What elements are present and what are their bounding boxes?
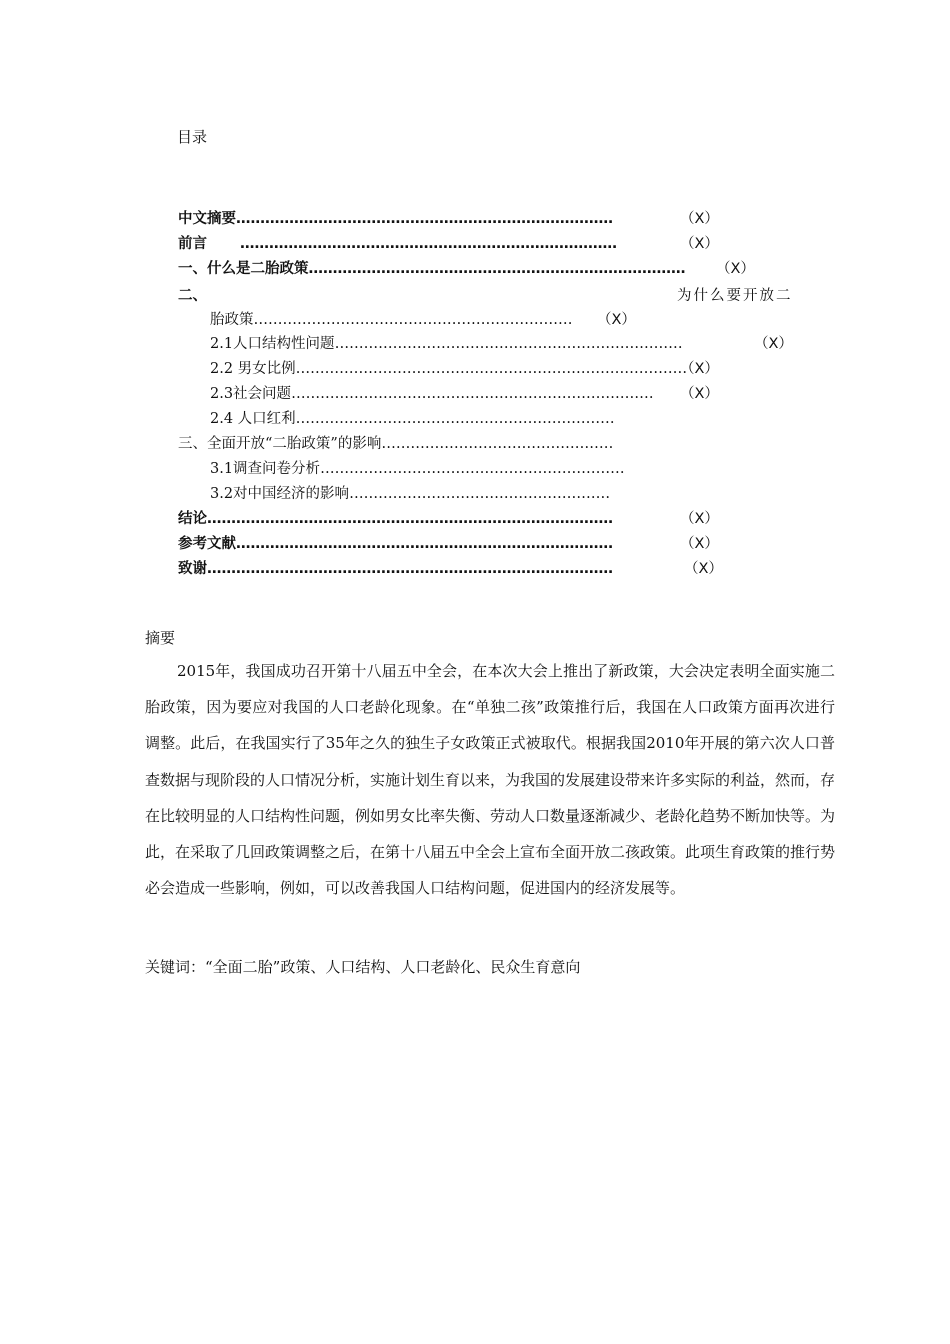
toc-item bbox=[178, 259, 686, 279]
toc-item bbox=[178, 209, 613, 229]
toc-item-dots: ……………………………………………………………… bbox=[334, 336, 683, 352]
toc-item bbox=[210, 359, 687, 379]
toc-item-dots: ………………………………………… bbox=[381, 436, 614, 452]
toc-item-tail: 为什么要开放二 bbox=[677, 288, 793, 304]
toc-item-label: 中文摘要 bbox=[178, 211, 236, 227]
toc-item-dots: ……………………………………………………… bbox=[320, 461, 625, 477]
toc-item bbox=[210, 334, 683, 354]
toc-item bbox=[178, 286, 207, 306]
toc-item-page: （X） bbox=[680, 211, 719, 227]
toc-item-dots: ……………………………………………………………………… bbox=[295, 361, 688, 377]
toc-item-label: 前言 bbox=[178, 236, 207, 252]
toc-item bbox=[210, 484, 610, 504]
toc-item-label: 3.1调查问卷分析 bbox=[210, 461, 321, 477]
toc-item bbox=[178, 509, 613, 529]
toc-item-dots: …………………………………………………………………… bbox=[240, 236, 617, 252]
toc-item-page: （X） bbox=[680, 236, 719, 252]
toc-item bbox=[210, 384, 654, 404]
toc-item bbox=[178, 234, 617, 254]
toc-item-dots: …………………………………………………………………… bbox=[236, 536, 613, 552]
toc-item-label: 3.2对中国经济的影响 bbox=[210, 486, 350, 502]
toc-item-page: （X） bbox=[684, 561, 723, 577]
toc-item-dots: ………………………………………………………… bbox=[295, 411, 615, 427]
toc-item bbox=[178, 534, 613, 554]
toc-item-label: 2.1人口结构性问题 bbox=[210, 336, 335, 352]
toc-item-label: 2.4 人口红利 bbox=[210, 411, 296, 427]
toc-title: 目录 bbox=[177, 128, 208, 146]
toc-item-page: （X） bbox=[680, 511, 719, 527]
toc-item-label: 二、 bbox=[178, 288, 207, 304]
abstract-body: 2015年，我国成功召开第十八届五中全会，在本次大会上推出了新政策，大会决定表明全面实施二胎政策，因为要应对我国的人口老龄化现象。在“单独二孩”政策推行后，我国在人口政策方面再次进行调整。此后，在我国实行了35年之久的独生子女政策正式被取代。根据我国2010年开展的第六次人口普查数据与现阶段的人口情况分析，实施计划生育以来，为我国的发展建设带来许多实际的利益，然而，存在比较明显的人口结构性问题，例如男女比率失衡、劳动人口数量逐渐减少、老龄化趋势不断加快等。为此，在采取了几回政策调整之后，在第十八届五中全会上宣布全面开放二孩政策。此项生育政策的推行势必会造成一些影响，例如，可以改善我国人口结构问题，促进国内的经济发展等。 bbox=[145, 662, 836, 898]
abstract-title: 摘要 bbox=[145, 629, 176, 647]
toc-item-dots: …………………………………………………………………… bbox=[308, 261, 686, 277]
toc-item-dots: ……………………………………………… bbox=[349, 486, 611, 502]
toc-item-page: （X） bbox=[716, 261, 755, 277]
toc-item-dots: ………………………………………………………………………… bbox=[207, 511, 613, 527]
toc-item bbox=[178, 559, 613, 579]
toc-item bbox=[210, 409, 615, 429]
toc-item-label: 结论 bbox=[178, 511, 207, 527]
toc-item-page: （X） bbox=[680, 361, 719, 377]
toc-item bbox=[210, 459, 625, 479]
toc-item-dots: ………………………………………………………………………… bbox=[207, 561, 613, 577]
toc-item-page: （X） bbox=[597, 312, 636, 328]
toc-item-label: 三、全面开放“二胎政策”的影响 bbox=[178, 436, 382, 452]
toc-item-label: 胎政策 bbox=[210, 312, 254, 328]
toc-item-label: 一、什么是二胎政策 bbox=[178, 261, 309, 277]
toc-item-page: （X） bbox=[754, 336, 793, 352]
toc-item-dots: ………………………………………………………… bbox=[253, 312, 573, 328]
toc-item-page: （X） bbox=[680, 386, 719, 402]
toc-item bbox=[210, 310, 573, 330]
toc-item-label: 2.3社会问题 bbox=[210, 386, 292, 402]
toc-item-page: （X） bbox=[680, 536, 719, 552]
toc-item-dots: ………………………………………………………………… bbox=[291, 386, 654, 402]
keywords: 关键词：“全面二胎”政策、人口结构、人口老龄化、民众生育意向 bbox=[145, 958, 581, 976]
toc-item-label: 致谢 bbox=[178, 561, 207, 577]
toc-item bbox=[178, 434, 613, 454]
toc-item-label: 2.2 男女比例 bbox=[210, 361, 296, 377]
toc-item-label: 参考文献 bbox=[178, 536, 236, 552]
toc-item-dots: …………………………………………………………………… bbox=[236, 211, 613, 227]
